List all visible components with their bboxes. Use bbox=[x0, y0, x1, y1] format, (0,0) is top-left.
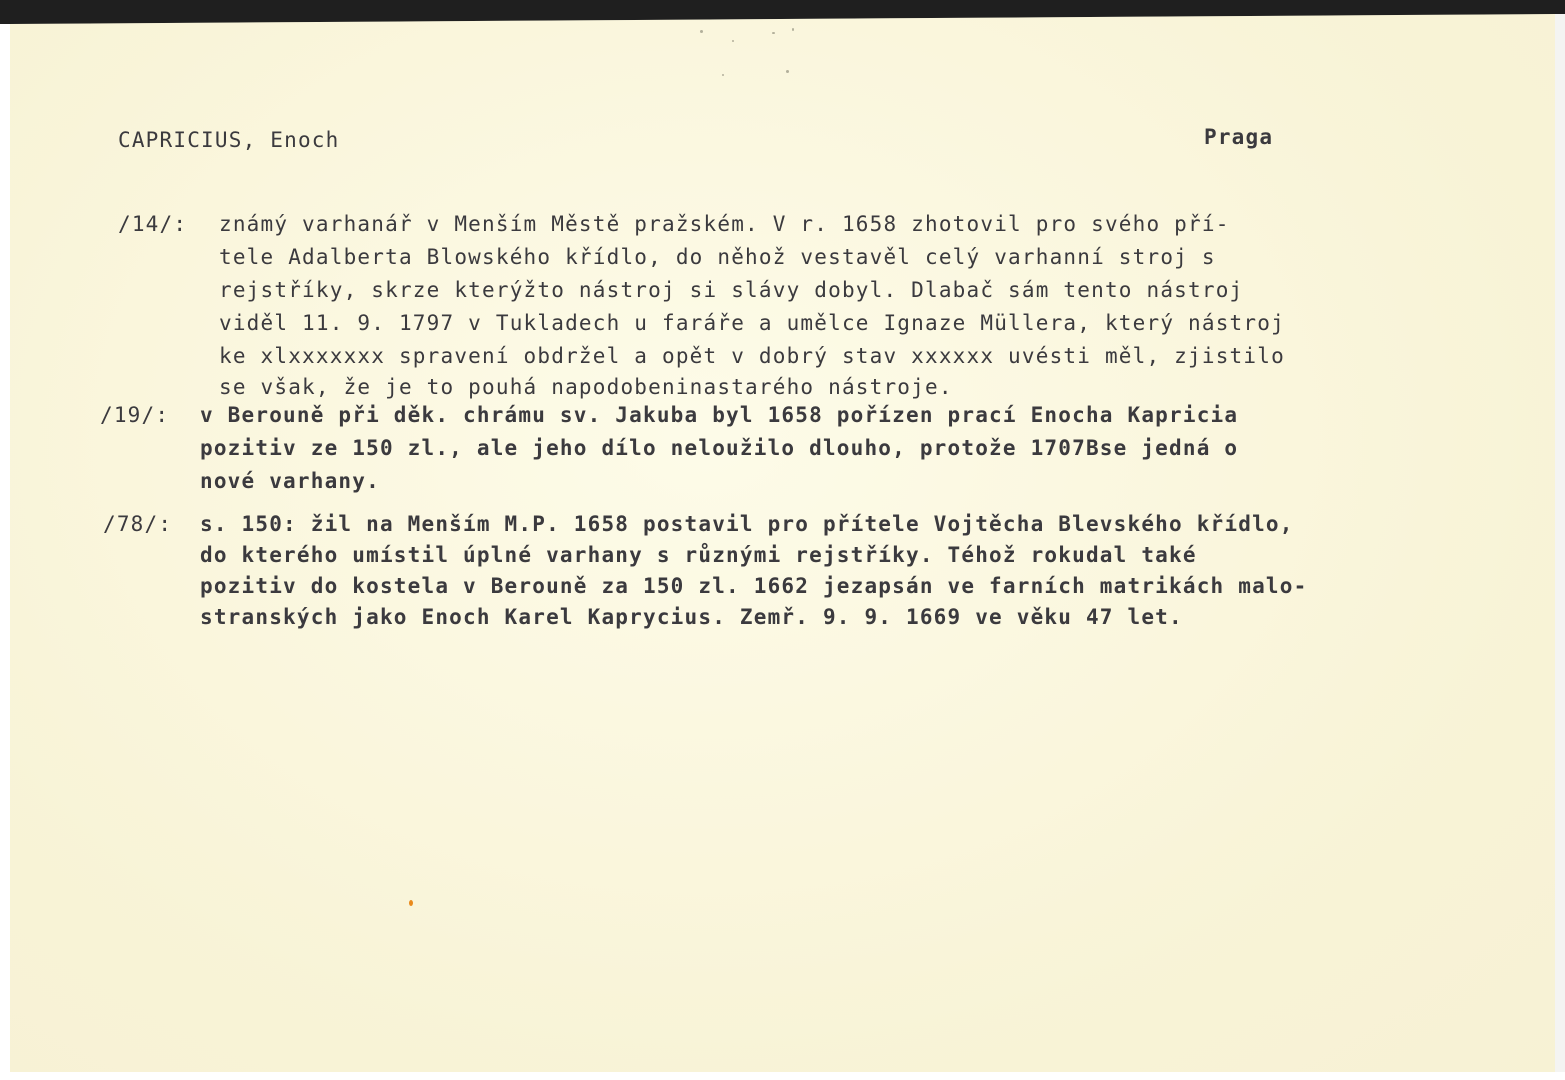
paper-speck bbox=[792, 28, 794, 31]
entry-line: stranských jako Enoch Karel Kaprycius. Zemř. 9. 9. 1669 ve věku 47 let. bbox=[200, 605, 1183, 629]
entry-line: se však, že je to pouhá napodobeninastarého nástroje. bbox=[219, 375, 953, 399]
paper-speck bbox=[786, 70, 789, 73]
entry-line: tele Adalberta Blowského křídlo, do něhož vestavěl celý varhanní stroj s bbox=[219, 245, 1216, 269]
entry-reference: /19/: bbox=[100, 403, 170, 427]
card-place-heading: Praga bbox=[1204, 125, 1274, 149]
entry-line: pozitiv ze 150 zl., ale jeho dílo neloužilo dlouho, protože 1707Bse jedná o bbox=[200, 436, 1239, 460]
card-right-edge bbox=[1555, 14, 1565, 1072]
entry-reference: /14/: bbox=[118, 212, 188, 236]
paper-speck bbox=[700, 30, 703, 33]
entry-line: rejstříky, skrze kterýžto nástroj si slávy dobyl. Dlabač sám tento nástroj bbox=[219, 278, 1244, 302]
paper-speck bbox=[722, 74, 724, 76]
entry-line: známý varhanář v Menším Městě pražském. V r. 1658 zhotovil pro svého pří- bbox=[219, 212, 1230, 236]
card-name-heading: CAPRICIUS, Enoch bbox=[118, 128, 340, 152]
entry-line: viděl 11. 9. 1797 v Tukladech u faráře a umělce Ignaze Müllera, který nástroj bbox=[219, 311, 1285, 335]
entry-line: pozitiv do kostela v Berouně za 150 zl. 1662 jezapsán ve farních matrikách malo- bbox=[200, 574, 1308, 598]
entry-line: v Berouně při děk. chrámu sv. Jakuba byl 1658 pořízen prací Enocha Kapricia bbox=[200, 403, 1239, 427]
entry-line: ke xlxxxxxxx spravení obdržel a opět v dobrý stav xxxxxx uvésti měl, zjistilo bbox=[219, 344, 1285, 368]
paper-speck bbox=[772, 32, 775, 34]
ink-dot bbox=[409, 900, 413, 906]
entry-reference: /78/: bbox=[103, 512, 173, 536]
paper-speck bbox=[732, 40, 734, 42]
entry-78 bbox=[103, 512, 1308, 680]
entry-line: do kterého umístil úplné varhany s různými rejstříky. Téhož rokudal také bbox=[200, 543, 1197, 567]
entry-line: s. 150: žil na Menším M.P. 1658 postavil pro přítele Vojtěcha Blevského křídlo, bbox=[200, 512, 1294, 536]
entry-line: nové varhany. bbox=[200, 469, 380, 493]
